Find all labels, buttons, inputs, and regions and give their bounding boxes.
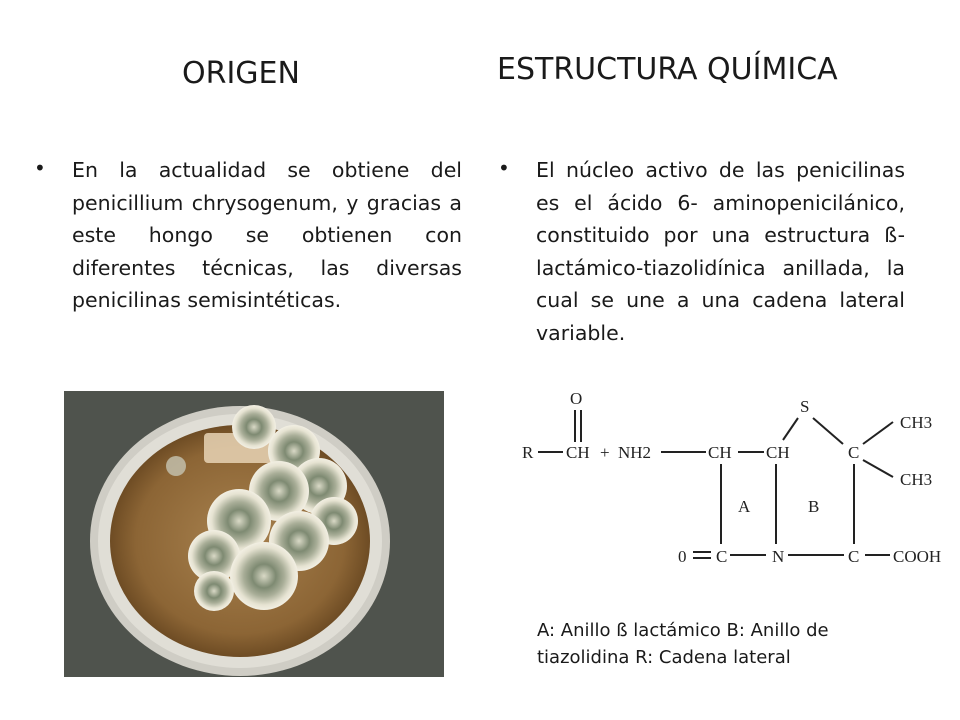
oxygen-top-label: O [570,389,583,408]
estructura-heading: ESTRUCTURA QUÍMICA [497,52,838,87]
r-label: R [522,443,534,462]
ch-label-2: CH [708,443,732,462]
n-label: N [772,547,785,566]
penicillin-structure-diagram [508,382,948,582]
c-right-label: C [848,443,860,462]
ch3-label-b: CH3 [900,470,933,489]
ring-b-label: B [808,497,820,516]
sulfur-label: S [800,397,810,416]
c-bottom-label-2: C [848,547,860,566]
bullet-icon: • [498,156,510,180]
ch-label-3: CH [766,443,790,462]
oxygen-bottom-label: 0 [678,547,687,566]
c-bottom-label-1: C [716,547,728,566]
diagram-caption: A: Anillo ß lactámico B: Anillo de tiazolidina R: Cadena lateral [537,620,829,668]
ch3-label-a: CH3 [900,413,933,432]
estructura-bullet-text: El núcleo activo de las penicilinas es el ácido 6- aminopenicilánico, constituido por una estructura ß-lactámico-tiazolidínica anillada, la cual se une a una cadena lateral variable. [536,158,905,345]
bullet-icon: • [34,156,46,180]
ch-label-1: CH [566,443,590,462]
nh2-label: NH2 [618,443,652,462]
plus-label: + [600,443,610,462]
origen-heading: ORIGEN [182,56,300,91]
cooh-label: COOH [893,547,942,566]
origen-bullet-text: En la actualidad se obtiene del penicillium chrysogenum, y gracias a este hongo se obtienen con diferentes técnicas, las diversas penicilinas semisintéticas. [72,158,462,312]
petri-dish-photo [64,391,444,677]
ring-a-label: A [738,497,751,516]
